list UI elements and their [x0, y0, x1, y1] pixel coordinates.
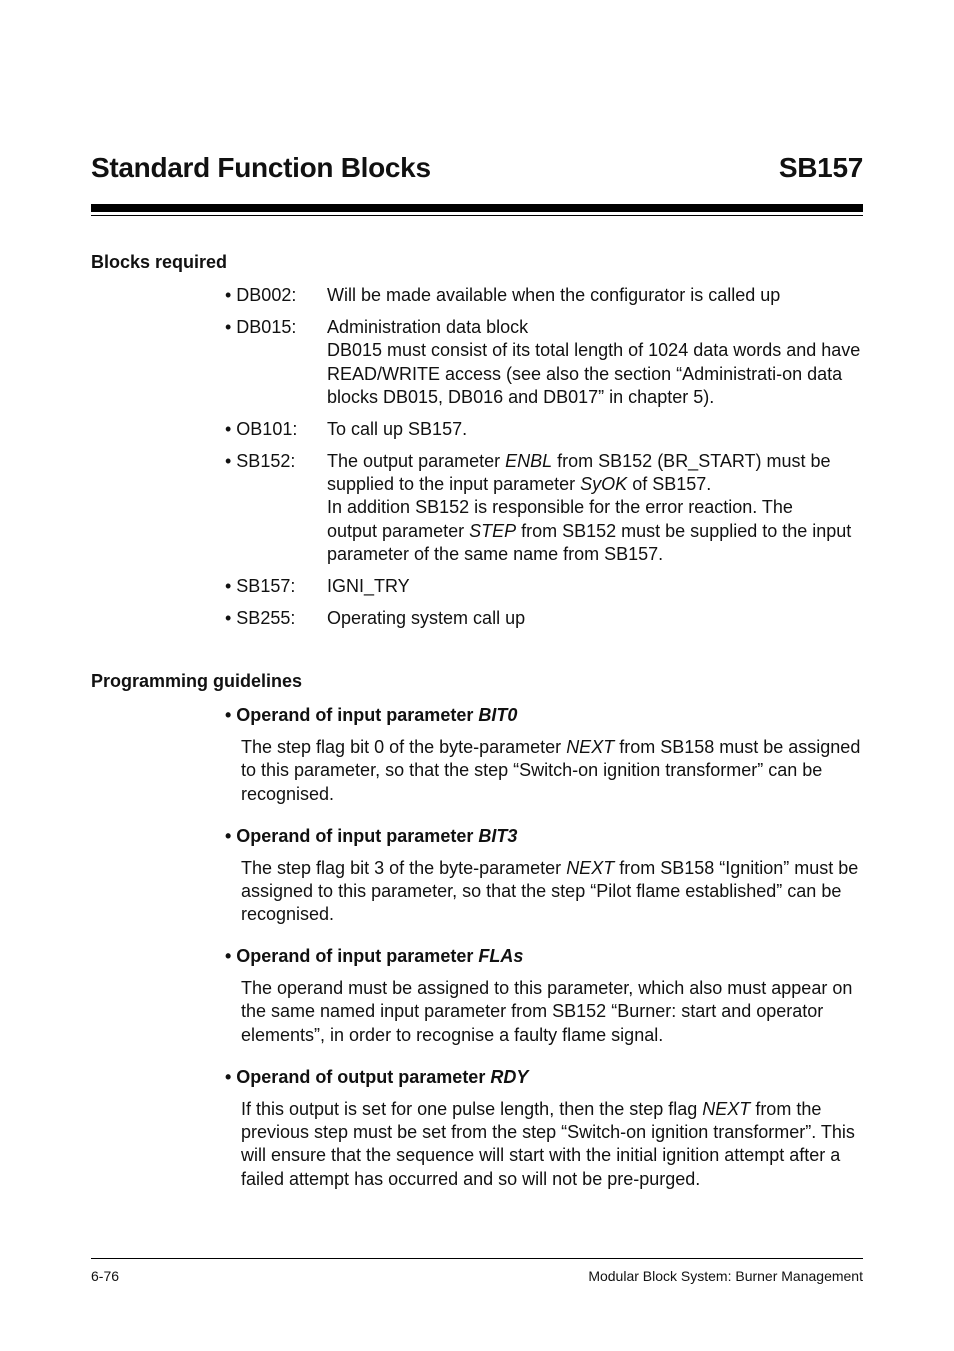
param-name: BIT0 [478, 705, 518, 725]
programming-guidelines-heading: Programming guidelines [91, 671, 303, 691]
param-name: ENBL [505, 450, 553, 471]
block-description: Will be made available when the configurator is called up [327, 285, 781, 305]
block-description: To call up SB157. [327, 418, 468, 439]
guideline-item [225, 704, 863, 806]
list-item [225, 316, 863, 409]
page-number: 6-76 [91, 1268, 120, 1284]
param-name: RDY [490, 1066, 529, 1087]
param-name: FLAs [478, 946, 524, 967]
list-item [225, 607, 863, 630]
guideline-body: The operand must be assigned to this parameter, which also must appear on the same named input parameter from SB152 “Burner: start and operator elements”, in order to recognise a faulty flame signal. [241, 978, 853, 1045]
guideline-item [225, 1066, 863, 1191]
guideline-heading: • Operand of input parameter FLAs [225, 946, 524, 967]
block-code: SB157 [778, 152, 863, 183]
block-key: • DB002: [225, 285, 297, 305]
block-key: • SB255: [225, 608, 296, 628]
document-page [91, 0, 863, 1351]
page-title: Standard Function Blocks [91, 152, 431, 183]
param-name: STEP [469, 520, 517, 541]
block-description: IGNI_TRY [327, 576, 410, 597]
guideline-body: If this output is set for one pulse length, then the step flag NEXT from the previous step must be set from the step “Switch-on ignition transformer”. This will ensure that the sequence will start with the initial ignition attempt after a failed attempt has occurred and so will not be pre-purged. [241, 1098, 855, 1189]
guideline-item [225, 945, 863, 1047]
programming-guidelines-list [225, 704, 863, 1210]
guideline-body: The step flag bit 0 of the byte-parameter NEXT from SB158 must be assigned to this parameter, so that the step “Switch-on ignition transformer” can be recognised. [241, 736, 861, 804]
header-rule-thick [91, 204, 863, 212]
blocks-required-heading: Blocks required [91, 252, 228, 272]
guideline-item [225, 825, 863, 927]
block-description: In addition SB152 is responsible for the error reaction. The [327, 497, 793, 518]
blocks-required-list [225, 284, 863, 639]
block-key: • SB152: [225, 450, 296, 471]
list-item [225, 284, 863, 307]
list-item [225, 418, 863, 441]
guideline-heading: • Operand of input parameter BIT3 [225, 825, 518, 846]
list-item [225, 450, 863, 566]
block-key: • DB015: [225, 316, 297, 337]
guideline-body: The step flag bit 3 of the byte-parameter NEXT from SB158 “Ignition” must be assigned to this parameter, so that the step “Pilot flame established” can be recognised. [241, 857, 859, 925]
list-item [225, 575, 863, 598]
param-name: BIT3 [478, 825, 518, 846]
block-description: DB015 must consist of its total length of 1024 data words and have READ/WRITE access (see also the section “Administrati-on data blocks DB015, DB016 and DB017” in chapter 5). [327, 340, 861, 407]
block-description: Operating system call up [327, 608, 526, 628]
header-rule-thin [91, 215, 863, 216]
block-key: • OB101: [225, 418, 298, 439]
block-description: The output parameter ENBL from SB152 (BR_START) must be supplied to the input parameter SyOK of SB157. [327, 450, 831, 495]
block-description: output parameter STEP from SB152 must be supplied to the input parameter of the same name from SB157. [327, 520, 852, 565]
block-key: • SB157: [225, 576, 296, 597]
block-description: Administration data block [327, 316, 529, 337]
guideline-heading: • Operand of input parameter BIT0 [225, 705, 518, 725]
param-name: SyOK [580, 474, 628, 495]
guideline-heading: • Operand of output parameter RDY [225, 1066, 529, 1087]
footer-rule [91, 1258, 863, 1259]
book-title: Modular Block System: Burner Management [588, 1268, 863, 1284]
